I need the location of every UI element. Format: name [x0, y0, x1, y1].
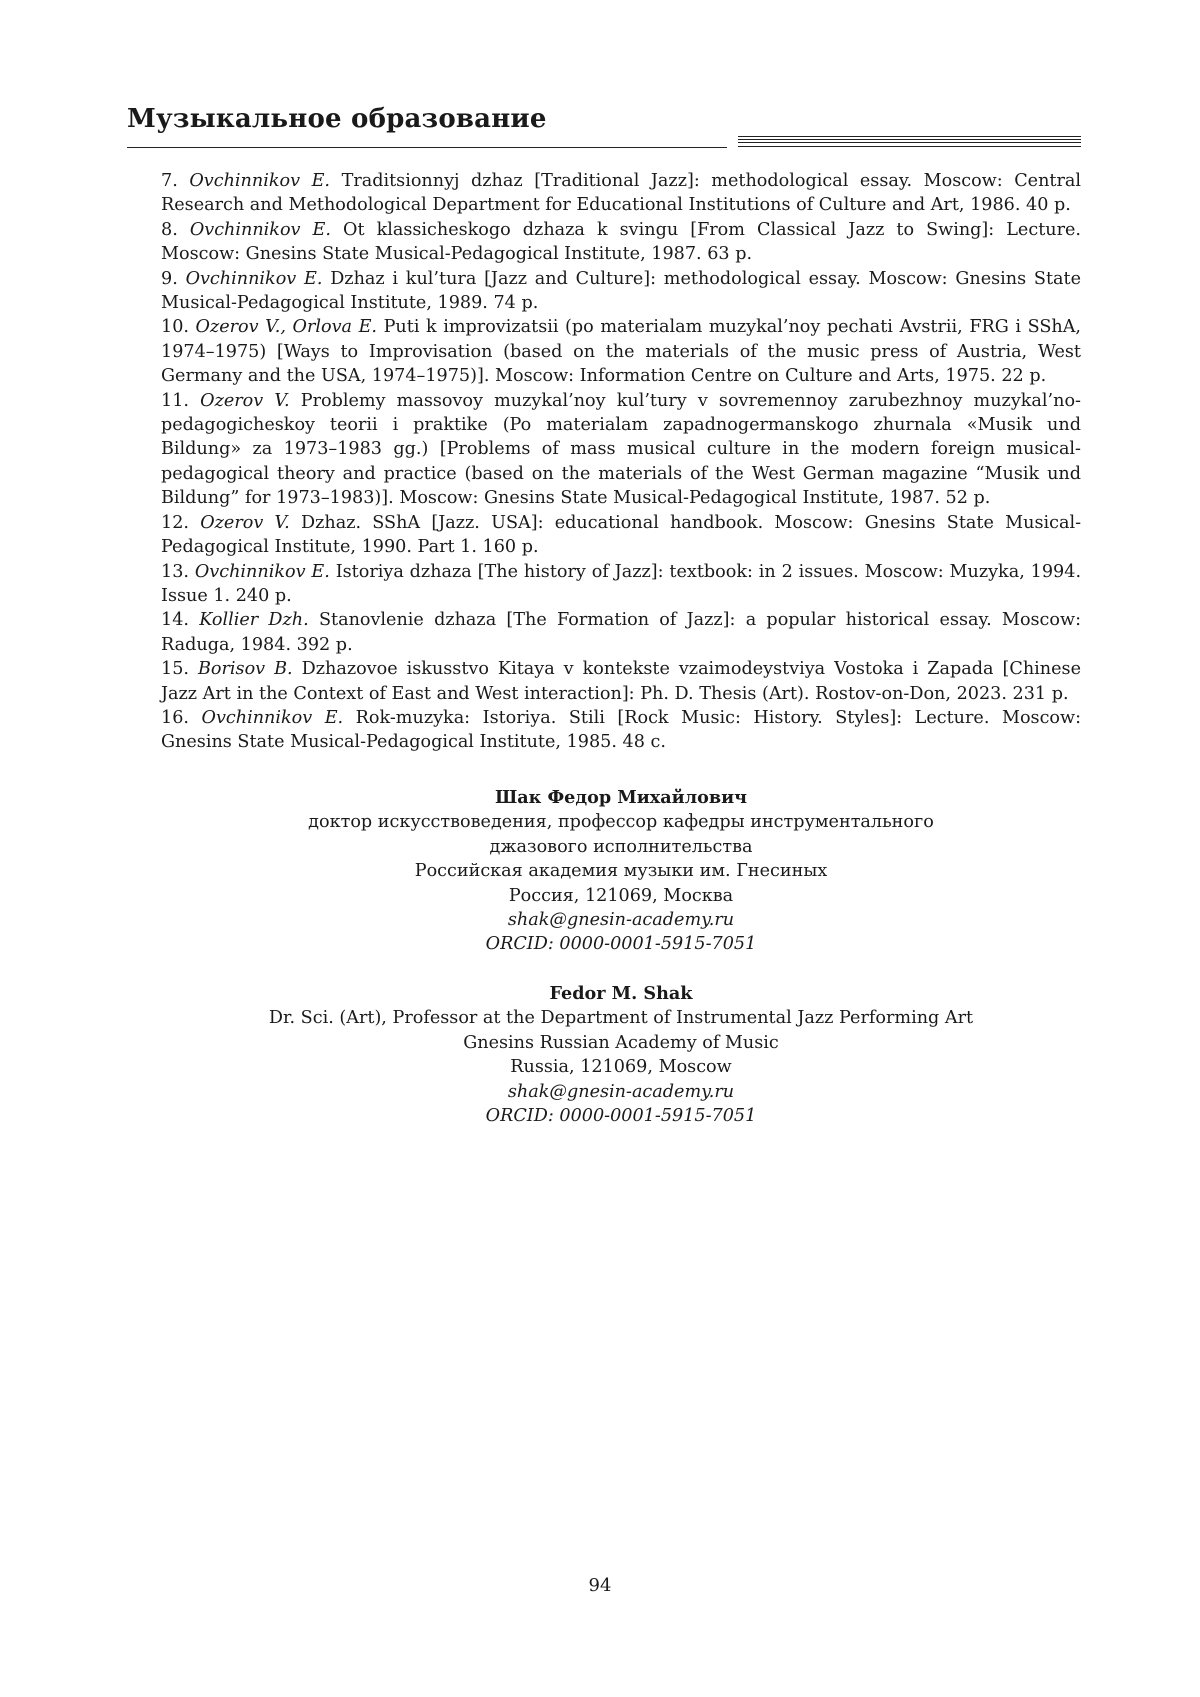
reference-list [161, 169, 1081, 755]
reference-number: 14. [161, 610, 189, 631]
reference-author: Ovchinnikov E. [189, 171, 331, 191]
reference-item [161, 608, 1081, 657]
author-orcid: ORCID: 0000-0001-5915-7051 [485, 934, 757, 955]
reference-item [161, 267, 1081, 316]
reference-text: Traditsionnyj dzhaz [Traditional Jazz]: methodological essay. Moscow: Central Research and Methodological Department for Educational Institutions of Culture and Art, 1986. 40 p. [161, 171, 1082, 216]
reference-author: Ozerov V. [200, 512, 290, 533]
page-number: 94 [588, 1575, 612, 1596]
reference-number: 8. [161, 219, 178, 240]
reference-item [161, 315, 1081, 388]
author-name: Шак Федор Михайлович [494, 787, 748, 808]
author-info-russian [161, 786, 1081, 957]
reference-item [161, 657, 1081, 706]
reference-item [161, 389, 1081, 511]
reference-item [161, 706, 1081, 755]
author-position-cont: джазового исполнительства [489, 836, 753, 857]
reference-text: Rok-muzyka: Istoriya. Stili [Rock Music: History. Styles]: Lecture. Moscow: Gnesins State Musical-Pedagogical Institute, 1985. 48 c. [161, 707, 1082, 753]
header-rule-block [738, 136, 1081, 149]
reference-author: Ovchinnikov E. [189, 219, 331, 240]
reference-author: Ozerov V. [200, 390, 290, 411]
reference-text: Puti k improvizatsii (po materialam muzykal’noy pechati Avstrii, FRG i SShA, 1974–1975) [Ways to Improvisation (based on the materials of the music press of Austria, West Germany and the USA, 1974–1975)]. Moscow: Information Centre on Culture and Arts, 1975. 22 p. [161, 317, 1081, 387]
reference-item [161, 560, 1081, 609]
header-rule [127, 147, 727, 148]
reference-number: 9. [161, 268, 178, 289]
running-title: Музыкальное образование [127, 104, 547, 134]
author-address: Россия, 121069, Москва [508, 885, 734, 906]
reference-text: Dzhaz i kul’tura [Jazz and Culture]: methodological essay. Moscow: Gnesins State Musical-Pedagogical Institute, 1989. 74 p. [161, 268, 1082, 314]
reference-number: 16. [161, 707, 189, 728]
author-position: доктор искусствоведения, профессор кафедры инструментального [308, 812, 934, 833]
reference-author: Kollier Dzh. [199, 610, 309, 631]
reference-item [161, 169, 1081, 218]
reference-item [161, 218, 1081, 267]
reference-number: 15. [161, 659, 189, 680]
reference-number: 12. [161, 512, 189, 533]
reference-text: Stanovlenie dzhaza [The Formation of Jazz]: a popular historical essay. Moscow: Raduga, 1984. 392 p. [161, 610, 1081, 655]
reference-text: Dzhazovoe iskusstvo Kitaya v kontekste vzaimodeystviya Vostoka i Zapada [Chinese Jazz Art in the Context of East and West interaction]: Ph. D. Thesis (Art). Rostov-on-Don, 2023. 231 p. [161, 659, 1081, 704]
reference-number: 7. [161, 171, 178, 191]
author-name: Fedor M. Shak [549, 983, 693, 1004]
reference-author: Ovchinnikov E. [185, 268, 323, 289]
reference-text: Problemy massovoy muzykal’noy kul’tury v sovremennoy zarubezhnoy muzykal’no-pedagogicheskoy teorii i praktike (Po materialam zapadnogermanskogo zhurnala «Musik und Bildung» za 1973–1983 gg.) [Problems of mass musical culture in the modern foreign musical-pedagogical theory and practice (based on the materials of the West German magazine “Musik und Bildung” for 1973–1983)]. Moscow: Gnesins State Musical-Pedagogical Institute, 1987. 52 p. [161, 390, 1081, 509]
author-position: Dr. Sci. (Art), Professor at the Department of Instrumental Jazz Performing Art [268, 1008, 974, 1029]
author-affiliation: Gnesins Russian Academy of Music [463, 1032, 779, 1053]
reference-author: Ozerov V., Orlova E. [195, 317, 378, 338]
reference-text: Ot klassicheskogo dzhaza k svingu [From Classical Jazz to Swing]: Lecture. Moscow: Gnesins State Musical-Pedagogical Institute, 1987. 63 p. [161, 219, 1082, 265]
reference-number: 13. [161, 561, 189, 582]
reference-number: 11. [161, 390, 189, 411]
reference-text: Istoriya dzhaza [The history of Jazz]: textbook: in 2 issues. Moscow: Muzyka, 1994. Issue 1. 240 p. [161, 561, 1082, 606]
reference-number: 10. [161, 317, 189, 338]
reference-author: Ovchinnikov E. [201, 707, 344, 728]
reference-text: Dzhaz. SShA [Jazz. USA]: educational handbook. Moscow: Gnesins State Musical-Pedagogical Institute, 1990. Part 1. 160 p. [161, 512, 1082, 558]
author-email: shak@gnesin-academy.ru [507, 1081, 735, 1102]
reference-author: Borisov B. [197, 659, 293, 680]
reference-item [161, 511, 1081, 560]
author-info-english [161, 982, 1081, 1128]
author-affiliation: Российская академия музыки им. Гнесиных [414, 861, 828, 882]
reference-author: Ovchinnikov E. [194, 561, 330, 582]
author-orcid: ORCID: 0000-0001-5915-7051 [485, 1106, 757, 1127]
author-email: shak@gnesin-academy.ru [507, 910, 735, 931]
author-address: Russia, 121069, Moscow [510, 1057, 732, 1078]
